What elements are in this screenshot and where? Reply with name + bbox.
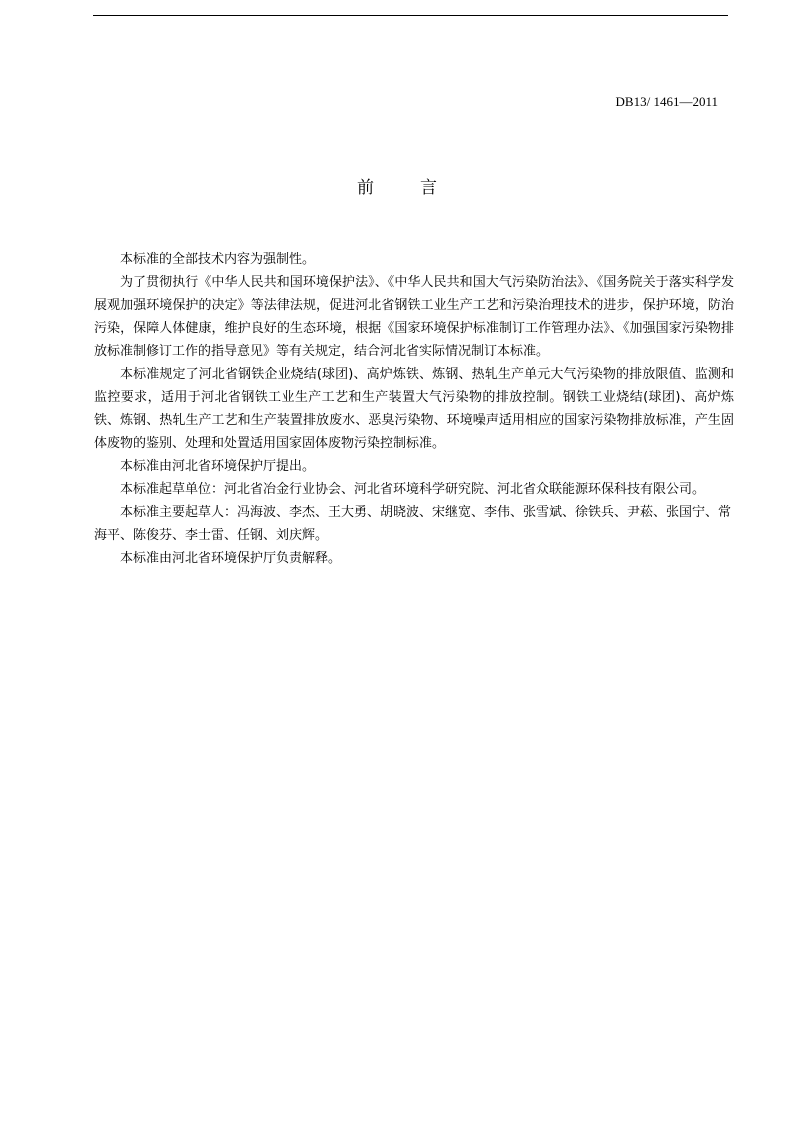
paragraph-proposer: 本标准由河北省环境保护厅提出。 (120, 459, 316, 474)
paragraph-drafters: 本标准主要起草人：冯海波、李杰、王大勇、胡晓波、宋继宽、李伟、张雪斌、徐铁兵、尹菘、张国宁、常海平、陈俊芬、李士雷、任钢、刘庆辉。 (94, 505, 732, 543)
paragraph-scope: 本标准规定了河北省钢铁企业烧结(球团)、高炉炼铁、炼钢、热轧生产单元大气污染物的排放限值、监测和监控要求，适用于河北省钢铁工业生产工艺和生产装置大气污染物的排放控制。钢铁工业烧结(球团)、高炉炼铁、炼钢、热轧生产工艺和生产装置排放废水、恶臭污染物、环境噪声适用相应的国家污染物排放标准，产生固体废物的鉴别、处理和处置适用国家固体废物污染控制标准。 (94, 367, 734, 451)
page-title: 前言 (357, 178, 483, 198)
document-number: DB13/ 1461—2011 (615, 94, 718, 109)
foreword-body (94, 248, 734, 570)
paragraph-drafting-units: 本标准起草单位：河北省冶金行业协会、河北省环境科学研究院、河北省众联能源环保科技有限公司。 (120, 482, 706, 497)
paragraph-purpose: 为了贯彻执行《中华人民共和国环境保护法》、《中华人民共和国大气污染防治法》、《国务院关于落实科学发展观加强环境保护的决定》等法律法规，促进河北省钢铁工业生产工艺和污染治理技术的进步，保护环境，防治污染，保障人体健康，维护良好的生态环境，根据《国家环境保护标准制订工作管理办法》、《加强国家污染物排放标准制修订工作的指导意见》等有关规定，结合河北省实际情况制订本标准。 (94, 275, 734, 359)
paragraph-mandatory: 本标准的全部技术内容为强制性。 (120, 252, 316, 267)
paragraph-interpretation: 本标准由河北省环境保护厅负责解释。 (120, 551, 342, 566)
header-rule (93, 15, 728, 16)
